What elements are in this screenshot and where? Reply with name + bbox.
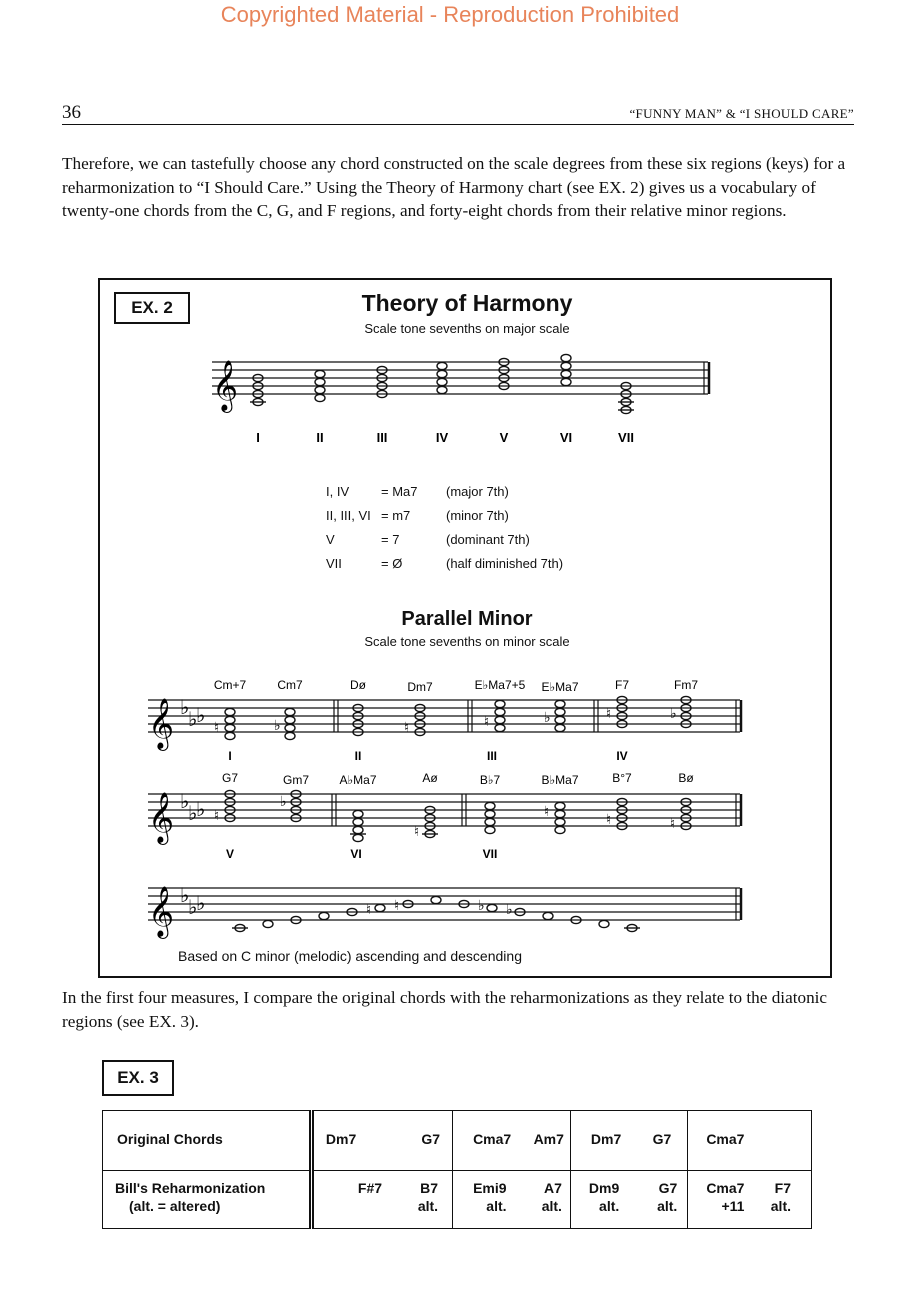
numeral-minor: IV	[616, 749, 628, 763]
chord-cell: Dm7 G7	[311, 1111, 452, 1171]
numeral-minor: V	[225, 847, 235, 861]
intro-paragraph: Therefore, we can tastefully choose any chord constructed on the scale degrees from these six regions (keys) for a reharmonization to “I Should Care.” Using the Theory of Harmony chart (see EX. 2) gives us a vocabulary of twenty-one chords from the C, G, and F regions, and forty-eight chords from their relative minor regions.	[62, 154, 846, 220]
copyright-watermark: Copyrighted Material - Reproduction Prohibited	[220, 2, 680, 27]
legend-degrees: II, III, VI	[326, 508, 371, 523]
chord-symbol: E♭Ma7+5	[474, 678, 526, 692]
natural-icon: ♮	[606, 705, 612, 721]
chord-symbol: F7	[614, 678, 630, 692]
numeral-major: V	[499, 430, 509, 445]
minor-staves	[100, 660, 834, 970]
treble-clef-icon: 𝄞	[148, 699, 175, 748]
chord-cell: Dm9 alt. G7 alt.	[570, 1171, 687, 1229]
chord-symbol: G7	[221, 771, 239, 785]
scale-caption: Based on C minor (melodic) ascending and descending	[178, 948, 522, 964]
numeral-minor: I	[228, 749, 232, 763]
flat-icon: ♭	[196, 893, 206, 915]
row-label: Original Chords	[103, 1111, 312, 1171]
chord-cell: F#7 B7 alt.	[311, 1171, 452, 1229]
page-number: 36	[62, 102, 81, 123]
chord-symbol: Cm7	[277, 678, 303, 692]
flat-icon: ♭	[188, 709, 198, 731]
flat-icon: ♭	[188, 803, 198, 825]
flat-icon: ♭	[544, 709, 551, 725]
flat-icon: ♭	[180, 791, 190, 813]
chord-cell: Cma7 Am7	[453, 1111, 571, 1171]
chord-quality-legend	[326, 484, 646, 584]
ex2-label: EX. 2	[114, 292, 190, 324]
natural-icon: ♮	[214, 719, 220, 735]
flat-icon: ♭	[280, 793, 287, 809]
parallel-minor-subtitle: Scale tone sevenths on minor scale	[364, 634, 570, 649]
legend-meaning: (minor 7th)	[446, 508, 509, 523]
flat-icon: ♭	[196, 799, 206, 821]
chord-symbol: Dm7	[407, 680, 433, 694]
natural-icon: ♮	[606, 811, 612, 827]
reharmonization-row	[103, 1171, 812, 1229]
chord-symbol: Bø	[678, 771, 694, 785]
chord-symbol: Gm7	[282, 773, 310, 787]
natural-icon: ♮	[404, 719, 410, 735]
ex3-table	[102, 1110, 812, 1229]
natural-icon: ♮	[670, 815, 676, 831]
flat-icon: ♭	[274, 717, 281, 733]
legend-symbol: = m7	[381, 508, 411, 523]
chord-cell: Cma7	[688, 1111, 812, 1171]
chord-symbol: B°7	[612, 771, 632, 785]
natural-icon: ♮	[484, 713, 490, 729]
legend-degrees: I, IV	[326, 484, 350, 499]
treble-clef-icon: 𝄞	[148, 887, 175, 936]
theory-subtitle: Scale tone sevenths on major scale	[364, 321, 570, 336]
numeral-minor: II	[354, 749, 362, 763]
treble-clef-icon: 𝄞	[148, 793, 175, 842]
numeral-major: II	[316, 430, 324, 445]
row-label: Bill's Reharmonization (alt. = altered)	[103, 1171, 312, 1229]
treble-clef-icon: 𝄞	[212, 361, 239, 410]
legend-symbol: = Ma7	[381, 484, 418, 499]
numeral-minor: VII	[482, 847, 498, 861]
legend-meaning: (major 7th)	[446, 484, 509, 499]
flat-icon: ♭	[180, 885, 190, 907]
numeral-major: III	[376, 430, 388, 445]
parallel-minor-title: Parallel Minor	[401, 608, 533, 630]
flat-icon: ♭	[180, 697, 190, 719]
chord-cell: Dm7 G7	[570, 1111, 687, 1171]
original-chords-row	[103, 1111, 812, 1171]
running-head	[62, 104, 854, 125]
natural-icon: ♮	[414, 823, 420, 839]
theory-title: Theory of Harmony	[361, 290, 573, 316]
chord-symbol: Dø	[350, 678, 366, 692]
numeral-major: VI	[559, 430, 573, 445]
chord-symbol: A♭Ma7	[339, 773, 377, 787]
legend-degrees: VII	[326, 556, 342, 571]
chord-symbol: Cm+7	[213, 678, 247, 692]
comparison-paragraph: In the first four measures, I compare the original chords with the reharmonizations as they relate to the diatonic regions (see EX. 3).	[62, 988, 828, 1031]
flat-icon: ♭	[478, 897, 485, 913]
chord-symbol: B♭7	[479, 773, 501, 787]
flat-icon: ♭	[670, 705, 677, 721]
chord-symbol: Fm7	[674, 678, 698, 692]
chord-cell: Cma7 +11 F7 alt.	[688, 1171, 812, 1229]
chord-symbol: B♭Ma7	[541, 773, 579, 787]
chord-symbol: Aø	[422, 771, 438, 785]
flat-icon: ♭	[506, 901, 513, 917]
numeral-major: I	[256, 430, 260, 445]
ex2-figure	[98, 278, 832, 978]
running-title: “FUNNY MAN” & “I SHOULD CARE”	[629, 106, 854, 121]
flat-icon: ♭	[196, 705, 206, 727]
natural-icon: ♮	[394, 897, 400, 913]
legend-meaning: (half diminished 7th)	[446, 556, 564, 571]
legend-symbol: = 7	[381, 532, 400, 547]
numeral-minor: III	[486, 749, 498, 763]
legend-meaning: (dominant 7th)	[446, 532, 530, 547]
ex3-label: EX. 3	[102, 1060, 174, 1096]
natural-icon: ♮	[214, 807, 220, 823]
legend-degrees: V	[326, 532, 335, 547]
chord-cell: Emi9 alt. A7 alt.	[453, 1171, 571, 1229]
numeral-minor: VI	[350, 847, 362, 861]
natural-icon: ♮	[366, 901, 372, 917]
numeral-major: VII	[618, 430, 634, 445]
flat-icon: ♭	[188, 897, 198, 919]
numeral-major: IV	[435, 430, 449, 445]
natural-icon: ♮	[544, 803, 550, 819]
legend-symbol: = Ø	[381, 556, 403, 571]
chord-symbol: E♭Ma7	[541, 680, 579, 694]
